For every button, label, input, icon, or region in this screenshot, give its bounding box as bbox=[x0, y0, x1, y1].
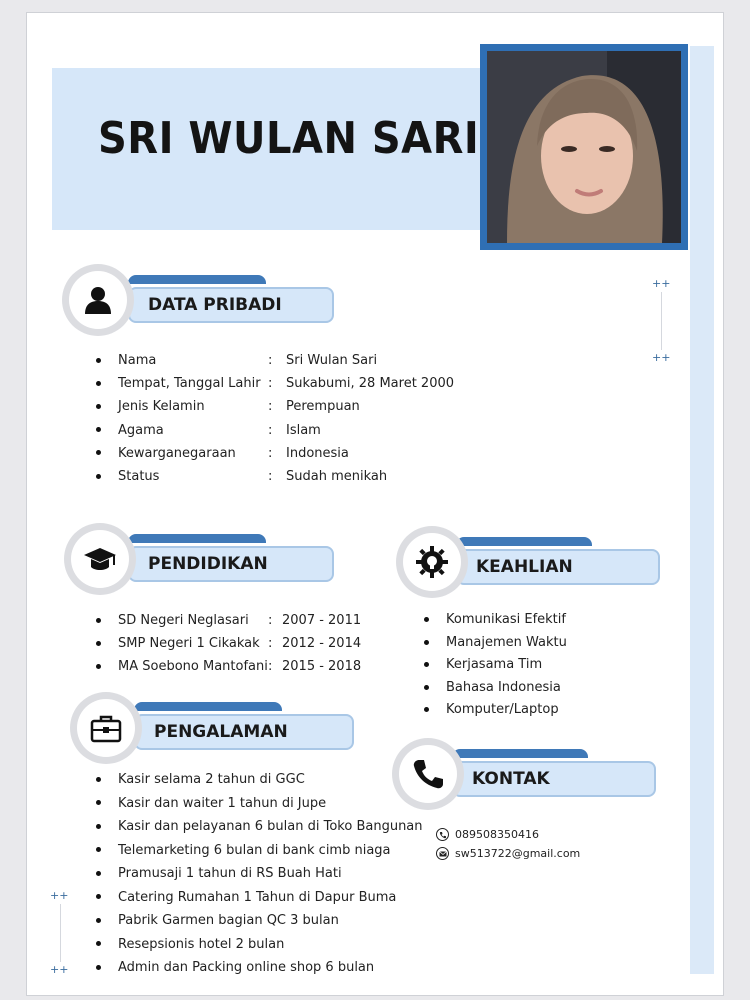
list-item: Nama : Sri Wulan Sari bbox=[96, 349, 454, 372]
list-item: Telemarketing 6 bulan di bank cimb niaga bbox=[96, 839, 423, 863]
education-list bbox=[96, 609, 361, 678]
list-item: Agama : Islam bbox=[96, 419, 454, 442]
section-icon-circle bbox=[64, 523, 136, 595]
list-item: Tempat, Tanggal Lahir : Sukabumi, 28 Maret 2000 bbox=[96, 372, 454, 395]
list-item: Kewarganegaraan : Indonesia bbox=[96, 442, 454, 465]
section-tab bbox=[128, 275, 266, 284]
section-heading bbox=[452, 761, 656, 797]
list-item: Status : Sudah menikah bbox=[96, 465, 454, 488]
section-tab bbox=[456, 537, 592, 546]
education-heading-text: PENDIDIKAN bbox=[148, 554, 268, 574]
email-address: sw513722@gmail.com bbox=[455, 847, 581, 860]
list-item: Kasir selama 2 tahun di GGC bbox=[96, 768, 423, 792]
list-item: Kerjasama Tim bbox=[424, 654, 567, 677]
list-item: Admin dan Packing online shop 6 bulan bbox=[96, 956, 423, 980]
section-icon-circle bbox=[392, 738, 464, 810]
contact-email bbox=[436, 847, 580, 860]
sparkle-icon: ++ bbox=[50, 963, 69, 976]
phone-icon bbox=[411, 757, 445, 791]
sparkle-icon: ++ bbox=[652, 351, 671, 364]
list-item: Manajemen Waktu bbox=[424, 632, 567, 655]
personal-heading-text: DATA PRIBADI bbox=[148, 295, 282, 315]
list-item: SMP Negeri 1 Cikakak : 2012 - 2014 bbox=[96, 632, 361, 655]
list-item: Pramusaji 1 tahun di RS Buah Hati bbox=[96, 862, 423, 886]
profile-photo bbox=[480, 44, 688, 250]
section-tab bbox=[134, 702, 282, 711]
section-heading bbox=[128, 287, 334, 323]
section-heading bbox=[134, 714, 354, 750]
sparkle-icon: ++ bbox=[50, 889, 69, 902]
briefcase-icon bbox=[89, 711, 123, 745]
section-icon-circle bbox=[62, 264, 134, 336]
list-item: Catering Rumahan 1 Tahun di Dapur Buma bbox=[96, 886, 423, 910]
list-item: Kasir dan pelayanan 6 bulan di Toko Bangunan bbox=[96, 815, 423, 839]
list-item: MA Soebono Mantofani: 2015 - 2018 bbox=[96, 655, 361, 678]
whatsapp-icon bbox=[436, 828, 449, 841]
experience-heading-text: PENGALAMAN bbox=[154, 722, 288, 742]
skills-heading-text: KEAHLIAN bbox=[476, 557, 573, 577]
list-item: Komputer/Laptop bbox=[424, 699, 567, 722]
decorative-line bbox=[661, 292, 662, 350]
sparkle-icon: ++ bbox=[652, 277, 671, 290]
list-item: SD Negeri Neglasari : 2007 - 2011 bbox=[96, 609, 361, 632]
contact-phone bbox=[436, 828, 539, 841]
section-icon-circle bbox=[396, 526, 468, 598]
experience-list bbox=[96, 768, 423, 980]
section-tab bbox=[128, 534, 266, 543]
personal-data-list bbox=[96, 349, 454, 488]
list-item: Jenis Kelamin : Perempuan bbox=[96, 395, 454, 418]
list-item: Resepsionis hotel 2 bulan bbox=[96, 933, 423, 957]
gear-lightbulb-icon bbox=[415, 545, 449, 579]
phone-number: 089508350416 bbox=[455, 828, 539, 841]
skills-list bbox=[424, 609, 567, 722]
contact-heading-text: KONTAK bbox=[472, 769, 550, 789]
graduation-cap-icon bbox=[83, 542, 117, 576]
full-name-title: SRI WULAN SARI bbox=[98, 114, 480, 164]
list-item: Pabrik Garmen bagian QC 3 bulan bbox=[96, 909, 423, 933]
decorative-line bbox=[60, 904, 61, 962]
list-item: Komunikasi Efektif bbox=[424, 609, 567, 632]
section-tab bbox=[452, 749, 588, 758]
section-heading bbox=[128, 546, 334, 582]
list-item: Bahasa Indonesia bbox=[424, 677, 567, 700]
profile-photo-image bbox=[487, 51, 681, 243]
list-item: Kasir dan waiter 1 tahun di Jupe bbox=[96, 792, 423, 816]
user-icon bbox=[81, 283, 115, 317]
email-icon bbox=[436, 847, 449, 860]
section-heading bbox=[456, 549, 660, 585]
section-icon-circle bbox=[70, 692, 142, 764]
decorative-side-strip bbox=[690, 46, 714, 974]
